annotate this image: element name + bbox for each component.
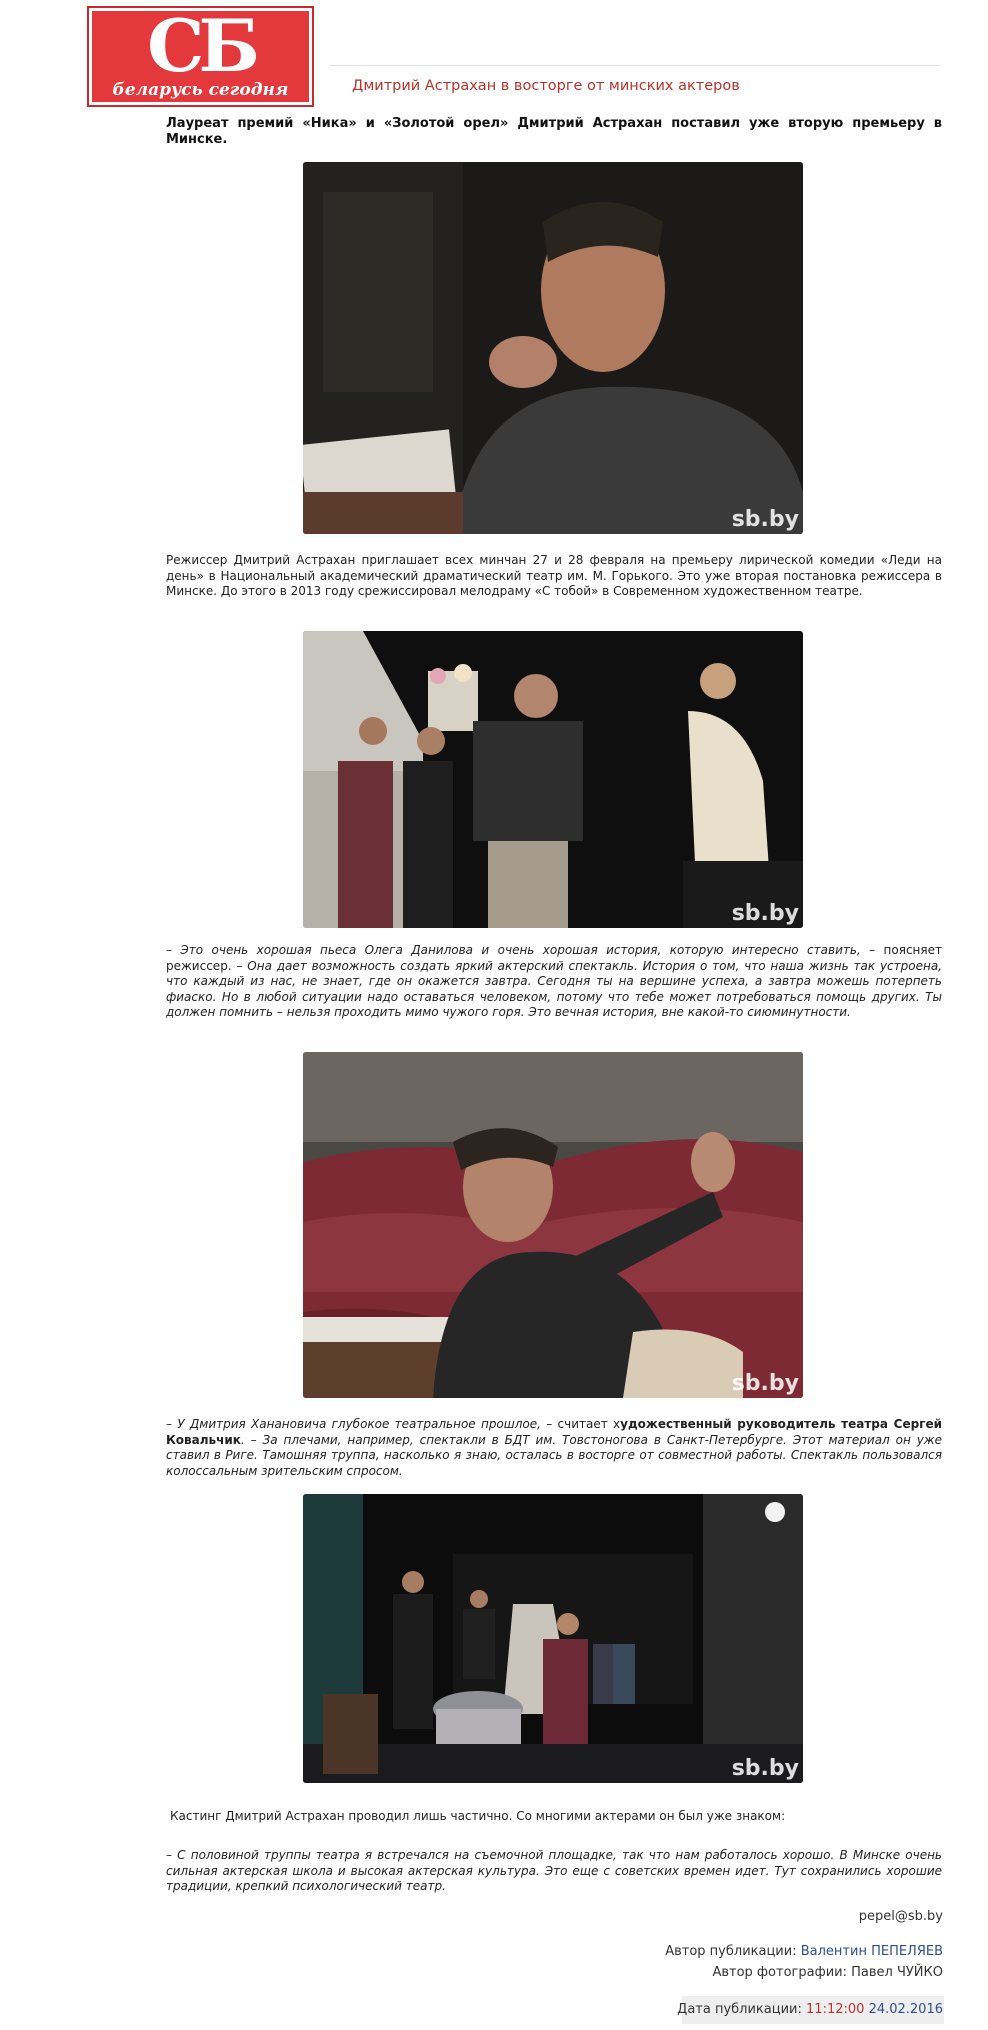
paragraph-4: Кастинг Дмитрий Астрахан проводил лишь частично. Со многими актерами он был уже знаком: xyxy=(170,1809,786,1823)
publication-date-value: 24.02.2016 xyxy=(868,2002,943,2017)
logo-wordmark: беларусь сегодня xyxy=(112,80,289,100)
speaker-attribution: – поясняет режиссер. xyxy=(166,943,942,973)
watermark: sb.by xyxy=(731,1756,799,1781)
quote-part: – Это очень хорошая пьеса Олега Данилова и очень хорошая история, которую интересно ставить, xyxy=(166,943,870,957)
email-link[interactable]: pepel@sb.by xyxy=(858,1909,943,1924)
photo-author-label: Автор фотографии: xyxy=(712,1965,847,1980)
quote-part: . – За плечами, например, спектакли в БДТ им. Товстоногова в Санкт-Петербурге. Этот материал он уже ставил в Риге. Тамошняя труппа, насколько я знаю, осталась в восторге от совместной работы. Спектакль пользовался колоссальным зрительским спросом. xyxy=(166,1432,942,1478)
author-label: Автор публикации: xyxy=(665,1944,797,1959)
logo-mark: СБ xyxy=(147,3,254,88)
date-label: Дата публикации: xyxy=(677,2002,802,2017)
publication-time: 11:12:00 xyxy=(806,2002,865,2017)
header-divider xyxy=(330,65,940,66)
paragraph-5: – С половиной труппы театра я встречался на съемочной площадке, так что нам работалось хорошо. В Минске очень сильная актерская школа и высокая актерская культура. Это еще с советских времен идет. Тут сохранились хорошие традиции, крепкий психологический театр. xyxy=(166,1848,942,1893)
watermark: sb.by xyxy=(731,1371,799,1396)
article-photo-2 xyxy=(303,631,803,928)
quote-part: – Она дает возможность создать яркий актерский спектакль. История о том, что наша жизнь так устроена, что каждый из нас, не знает, где он окажется завтра. Сегодня ты на вершине успеха, а завтра можешь потерпеть фиаско. Но в любой ситуации надо оставаться человеком, потому что тебе может потребоваться помощь других. Ты должен помнить – нельзя проходить мимо чужого горя. Это вечная история, вне какой-то сиюминутности. xyxy=(166,958,942,1019)
speaker-name: удожественный руководитель театра Сергей Ковальчик xyxy=(166,1417,942,1447)
article-photo-3 xyxy=(303,1052,803,1398)
article-photo-1 xyxy=(303,162,803,534)
article-photo-4 xyxy=(303,1494,803,1783)
paragraph-2 xyxy=(166,943,942,1021)
publication-author xyxy=(665,1944,943,1959)
publication-date xyxy=(677,2002,943,2017)
quote-part: – У Дмитрия Ханановича глубокое театральное прошлое, xyxy=(166,1417,547,1431)
photo-author-name: Павел ЧУЙКО xyxy=(851,1965,943,1980)
watermark: sb.by xyxy=(731,507,799,532)
author-name-link[interactable]: Валентин ПЕПЕЛЯЕВ xyxy=(800,1944,943,1959)
photo-author xyxy=(712,1965,943,1980)
site-logo[interactable] xyxy=(87,3,314,107)
article-headline: Дмитрий Астрахан в восторге от минских актеров xyxy=(352,78,740,94)
paragraph-3 xyxy=(166,1417,942,1479)
speaker-attribution: – считает х xyxy=(546,1417,621,1431)
paragraph-1: Режиссер Дмитрий Астрахан приглашает всех минчан 27 и 28 февраля на премьеру лирической комедии «Леди на день» в Национальный академический драматический театр им. М. Горького. Это уже вторая постановка режиссера в Минске. До этого в 2013 году срежиссировал мелодраму «С тобой» в Современном художественном театре. xyxy=(166,553,942,598)
watermark: sb.by xyxy=(731,901,799,926)
author-email[interactable] xyxy=(859,1909,943,1924)
article-lead: Лауреат премий «Ника» и «Золотой орел» Дмитрий Астрахан поставил уже вторую премьеру в Минске. xyxy=(166,116,942,147)
